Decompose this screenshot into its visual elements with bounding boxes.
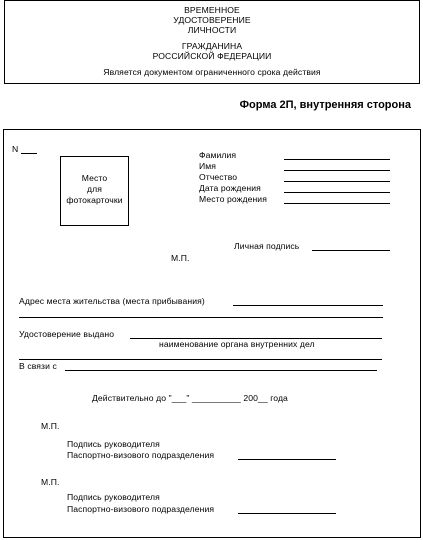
valid-until: Действительно до "___" __________ 200__ года xyxy=(92,393,288,403)
address-line-1 xyxy=(233,305,383,306)
cover-line-1: ВРЕМЕННОЕ xyxy=(184,5,240,15)
reason-label: В связи с xyxy=(19,361,57,371)
field-surname-line xyxy=(284,159,390,160)
personal-signature-line xyxy=(312,250,390,251)
field-birthdate-label: Дата рождения xyxy=(199,183,261,193)
number-line xyxy=(21,153,37,154)
number-label: N xyxy=(12,144,19,154)
dept-signature-line-2 xyxy=(238,513,336,514)
photo-label-1: Место xyxy=(81,173,108,183)
field-birthplace-label: Место рождения xyxy=(199,194,267,204)
form-title: Форма 2П, внутренняя сторона xyxy=(239,99,411,111)
stamp-label: М.П. xyxy=(171,253,190,263)
address-label: Адрес места жительства (места прибывания) xyxy=(19,296,205,306)
cover-line-4: ГРАЖДАНИНА xyxy=(181,41,243,51)
issued-label: Удостоверение выдано xyxy=(19,329,115,339)
field-birthplace-line xyxy=(284,203,390,204)
field-birthdate-line xyxy=(284,192,390,193)
dept-signature-label-1: Паспортно-визового подразделения xyxy=(67,450,215,460)
cover-line-2: УДОСТОВЕРЕНИЕ xyxy=(173,15,251,25)
field-patronymic-label: Отчество xyxy=(199,172,238,182)
dept-signature-label-2: Паспортно-визового подразделения xyxy=(67,504,215,514)
field-name-label: Имя xyxy=(199,161,217,171)
field-name-line xyxy=(284,170,390,171)
issued-line-2 xyxy=(19,359,382,360)
field-patronymic-line xyxy=(284,181,390,182)
stamp-label-3: М.П. xyxy=(41,477,60,487)
photo-label-3: фотокарточки xyxy=(66,195,123,205)
field-surname-label: Фамилия xyxy=(199,150,237,160)
cover-line-3: ЛИЧНОСТИ xyxy=(187,25,237,35)
photo-label-2: для xyxy=(87,184,102,194)
personal-signature-label: Личная подпись xyxy=(234,241,300,251)
issued-caption: наименование органа внутренних дел xyxy=(159,339,315,349)
stamp-label-2: М.П. xyxy=(41,421,60,431)
head-signature-label-1: Подпись руководителя xyxy=(67,439,160,449)
address-line-2 xyxy=(19,317,383,318)
dept-signature-line-1 xyxy=(238,459,336,460)
head-signature-label-2: Подпись руководителя xyxy=(67,492,160,502)
cover-line-5: РОССИЙСКОЙ ФЕДЕРАЦИИ xyxy=(152,51,272,61)
cover-note: Является документом ограниченного срока действия xyxy=(103,67,321,77)
reason-line xyxy=(65,370,377,371)
